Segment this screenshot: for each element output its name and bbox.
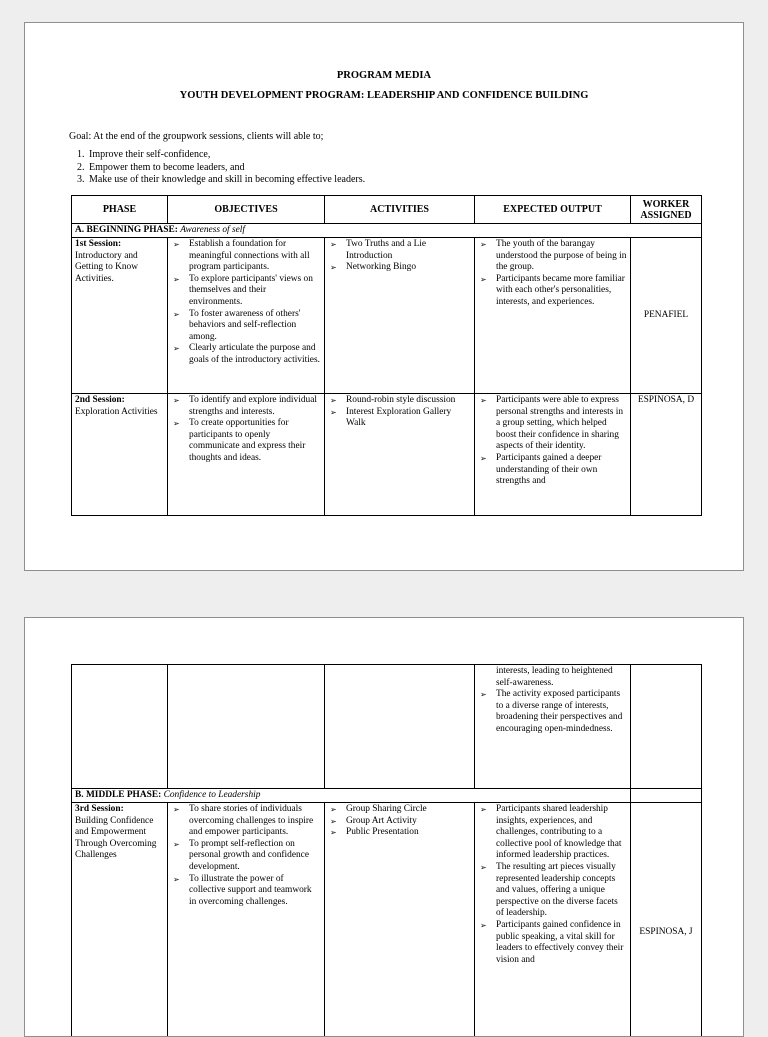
- list-item: ➢ Interest Exploration Gallery Walk: [328, 407, 471, 430]
- session-1-activities: [325, 238, 475, 394]
- list-item: ➢ The resulting art pieces visually represented leadership concepts and values, offering a unique perspective on the diverse facets of leadership.: [478, 862, 627, 920]
- list-item: ➢ To illustrate the power of collective support and teamwork in overcoming challenges.: [171, 874, 321, 909]
- goal-item: 3. Make use of their knowledge and skill in becoming effective leaders.: [87, 174, 365, 187]
- list-item: ➢ Participants shared leadership insights, experiences, and challenges, contributing to a collective pool of knowledge that informed leadership practices.: [478, 804, 627, 862]
- list-item: ➢ Establish a foundation for meaningful connections with all program participants.: [171, 239, 321, 274]
- document-page-1: [24, 22, 744, 571]
- program-table-continued: [71, 664, 702, 1037]
- header-expected-output: EXPECTED OUTPUT: [475, 196, 631, 224]
- list-item: ➢ The activity exposed participants to a diverse range of interests, broadening their perspectives and encouraging open-mindedness.: [478, 689, 627, 735]
- continued-objectives-cell: [168, 665, 325, 789]
- list-item: ➢ Public Presentation: [328, 827, 471, 839]
- continued-activities-cell: [325, 665, 475, 789]
- table-row: [72, 394, 702, 516]
- phase-a-row: [72, 224, 702, 238]
- phase-a-subtitle: Awareness of self: [180, 225, 245, 235]
- header-phase: PHASE: [72, 196, 168, 224]
- list-item: ➢ Participants became more familiar with each other's personalities, interests, and experiences.: [478, 274, 627, 309]
- session-2-name: Exploration Activities: [75, 407, 164, 419]
- phase-a-label: A. BEGINNING PHASE: Awareness of self: [72, 224, 702, 238]
- goal-item: 1. Improve their self-confidence,: [87, 149, 365, 162]
- session-2-activities: [325, 394, 475, 516]
- session-1-name: Introductory and Getting to Know Activities.: [75, 251, 164, 286]
- session-2-title: 2nd Session:: [75, 395, 164, 407]
- list-item: ➢ To prompt self-reflection on personal growth and confidence development.: [171, 839, 321, 874]
- list-item: ➢ Round-robin style discussion: [328, 395, 471, 407]
- header-objectives: OBJECTIVES: [168, 196, 325, 224]
- table-row: [72, 803, 702, 1037]
- list-item: ➢ Group Art Activity: [328, 816, 471, 828]
- header-activities: ACTIVITIES: [325, 196, 475, 224]
- continued-output-text: interests, leading to heightened self-awareness.: [478, 666, 627, 689]
- list-item: ➢ To share stories of individuals overcoming challenges to inspire and empower participants.: [171, 804, 321, 839]
- list-item: ➢ Group Sharing Circle: [328, 804, 471, 816]
- session-3-title: 3rd Session:: [75, 804, 164, 816]
- continued-worker-cell: [631, 665, 702, 789]
- document-page-2: [24, 617, 744, 1037]
- list-item: ➢ The youth of the barangay understood the purpose of being in the group.: [478, 239, 627, 274]
- phase-b-label: B. MIDDLE PHASE: Confidence to Leadership: [72, 789, 631, 803]
- document-title: PROGRAM MEDIA: [25, 70, 743, 81]
- goal-list: [69, 149, 365, 187]
- list-item: ➢ To foster awareness of others' behaviors and self-reflection among.: [171, 309, 321, 344]
- table-row: [72, 238, 702, 394]
- list-item: ➢ Participants were able to express personal strengths and interests in a group setting, which helped boost their confidence in sharing aspects of their identity.: [478, 395, 627, 453]
- session-2-objectives: [168, 394, 325, 516]
- goal-item: 2. Empower them to become leaders, and: [87, 162, 365, 175]
- list-item: ➢ Clearly articulate the purpose and goals of the introductory activities.: [171, 343, 321, 366]
- list-item: ➢ To explore participants' views on themselves and their environments.: [171, 274, 321, 309]
- session-3-outputs: [475, 803, 631, 1037]
- session-2-cell: [72, 394, 168, 516]
- session-2-outputs: [475, 394, 631, 516]
- table-row: [72, 665, 702, 789]
- session-3-cell: [72, 803, 168, 1037]
- list-item: ➢ Networking Bingo: [328, 262, 471, 274]
- session-1-objectives: [168, 238, 325, 394]
- goal-intro: Goal: At the end of the groupwork sessions, clients will able to;: [69, 131, 323, 142]
- continued-phase-cell: [72, 665, 168, 789]
- session-3-activities: [325, 803, 475, 1037]
- phase-b-row: [72, 789, 702, 803]
- session-2-worker: ESPINOSA, D: [631, 394, 702, 516]
- list-item: ➢ Participants gained confidence in public speaking, a vital skill for leaders to effectively convey their vision and: [478, 920, 627, 966]
- program-table: [71, 195, 702, 516]
- session-1-cell: [72, 238, 168, 394]
- program-title: YOUTH DEVELOPMENT PROGRAM: LEADERSHIP AND CONFIDENCE BUILDING: [25, 90, 743, 101]
- header-worker-assigned: WORKER ASSIGNED: [631, 196, 702, 224]
- session-1-title: 1st Session:: [75, 239, 164, 251]
- session-3-name: Building Confidence and Empowerment Through Overcoming Challenges: [75, 816, 164, 862]
- list-item: ➢ Two Truths and a Lie Introduction: [328, 239, 471, 262]
- session-1-outputs: [475, 238, 631, 394]
- session-3-worker: ESPINOSA, J: [631, 803, 702, 1037]
- phase-b-subtitle: Confidence to Leadership: [164, 790, 261, 800]
- list-item: ➢ To create opportunities for participants to openly communicate and express their thoughts and ideas.: [171, 418, 321, 464]
- session-2-outputs-continued: [475, 665, 631, 789]
- session-1-worker: PENAFIEL: [631, 238, 702, 394]
- session-3-objectives: [168, 803, 325, 1037]
- phase-b-worker-cell: [631, 789, 702, 803]
- list-item: ➢ Participants gained a deeper understanding of their own strengths and: [478, 453, 627, 488]
- table-header-row: [72, 196, 702, 224]
- list-item: ➢ To identify and explore individual strengths and interests.: [171, 395, 321, 418]
